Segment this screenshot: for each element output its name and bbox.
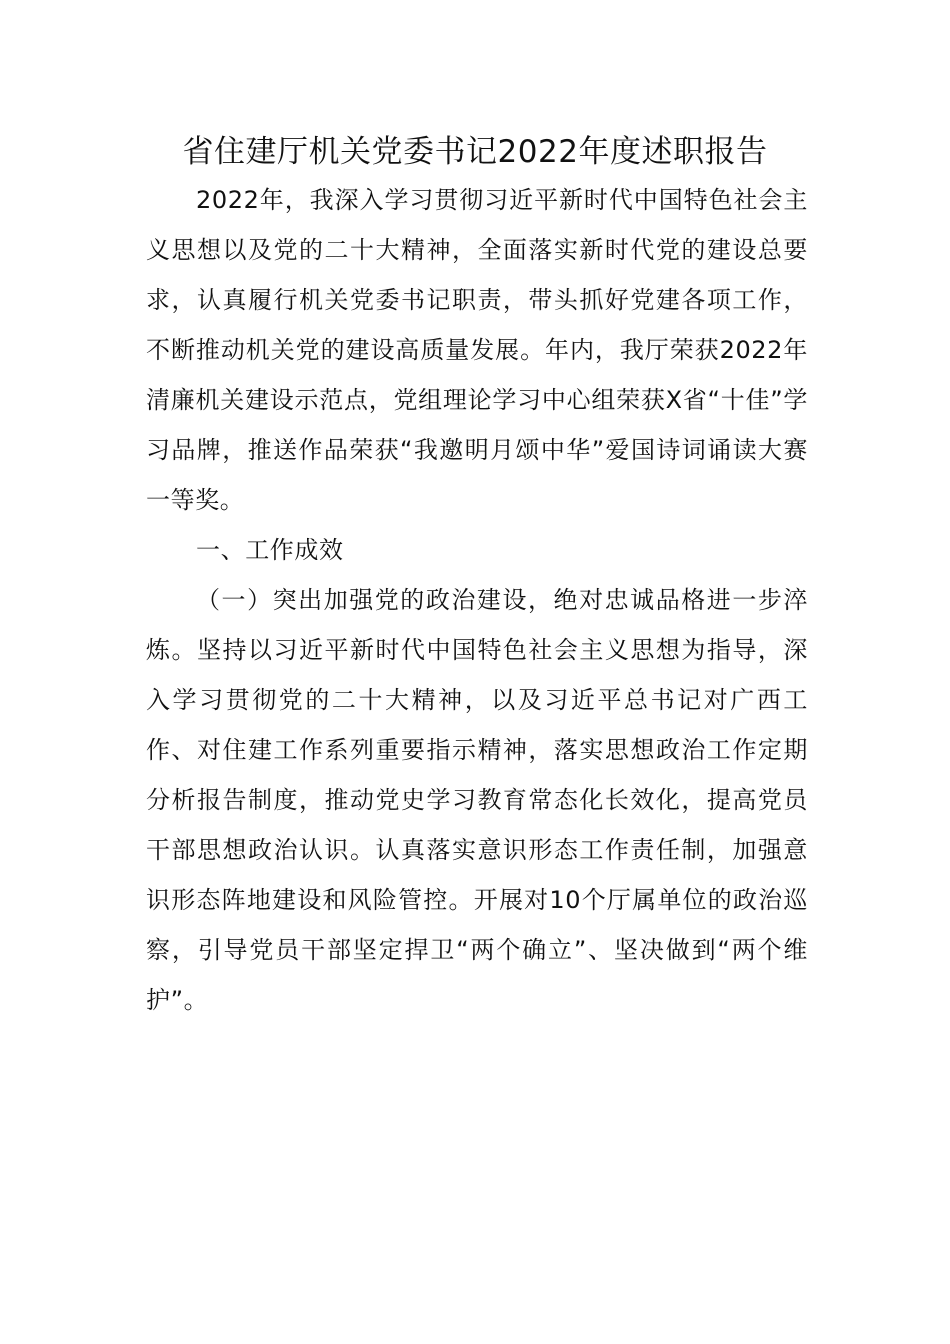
- document-body: [146, 175, 808, 1025]
- section-heading: 一、工作成效: [196, 536, 344, 564]
- section-paragraph: （一）突出加强党的政治建设，绝对忠诚品格进一步淬炼。坚持以习近平新时代中国特色社会主义思想为指导，深入学习贯彻党的二十大精神，以及习近平总书记对广西工作、对住建工作系列重要指示精神，落实思想政治工作定期分析报告制度，推动党史学习教育常态化长效化，提高党员干部思想政治认识。认真落实意识形态工作责任制，加强意识形态阵地建设和风险管控。开展对10个厅属单位的政治巡察，引导党员干部坚定捍卫“两个确立”、坚决做到“两个维护”。: [146, 586, 808, 1014]
- document-title: 省住建厅机关党委书记2022年度述职报告: [182, 134, 768, 170]
- intro-paragraph: 2022年，我深入学习贯彻习近平新时代中国特色社会主义思想以及党的二十大精神，全面落实新时代党的建设总要求，认真履行机关党委书记职责，带头抓好党建各项工作，不断推动机关党的建设高质量发展。年内，我厅荣获2022年清廉机关建设示范点，党组理论学习中心组荣获X省“十佳”学习品牌，推送作品荣获“我邀明月颂中华”爱国诗词诵读大赛一等奖。: [146, 186, 808, 514]
